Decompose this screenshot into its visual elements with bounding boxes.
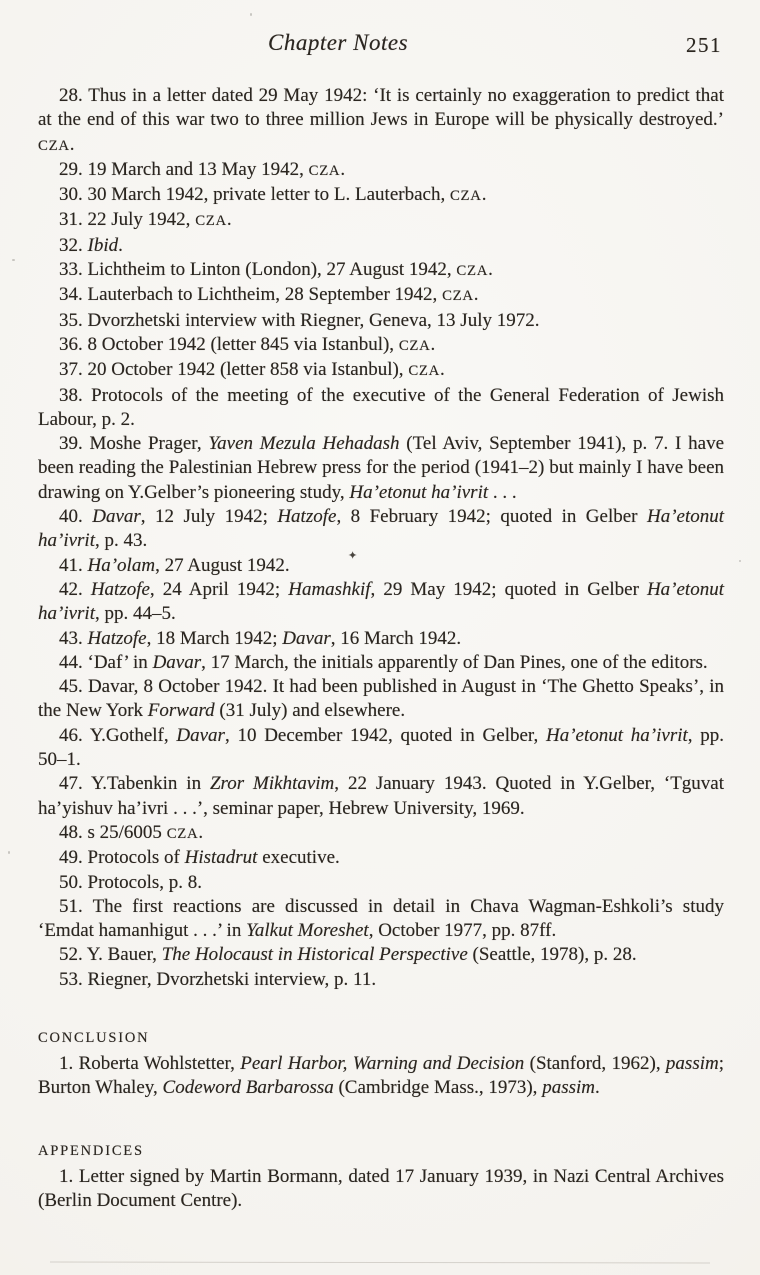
note-text: , 22 January 1943. Quoted in Y.Gelber, ‘Tguvat ha’yishuv ha’ivri . . .’, seminar paper, Hebrew University, 1969. bbox=[38, 773, 725, 819]
note-item bbox=[38, 846, 724, 870]
note-text: Y.Gothelf, bbox=[89, 724, 177, 746]
note-number: 39. bbox=[59, 433, 90, 455]
note-number: 50. bbox=[59, 871, 88, 893]
note-number: 28. bbox=[59, 85, 89, 106]
note-text: Lichtheim to Linton (London), 27 August 1942, bbox=[87, 259, 457, 281]
note-text: , 12 July 1942; bbox=[140, 506, 278, 528]
note-text: . bbox=[340, 158, 346, 180]
note-text: Davar, 8 October 1942. It had been published in August in ‘The Ghetto Speaks’, in the New York bbox=[38, 676, 724, 722]
running-title: Chapter Notes bbox=[267, 30, 409, 55]
note-text: 19 March and 13 May 1942, bbox=[87, 158, 309, 180]
note-text: . bbox=[440, 359, 445, 381]
note-text: 8 October 1942 (letter 845 via Istanbul), bbox=[87, 333, 399, 355]
note-text: Dvorzhetski interview with Riegner, Geneva, 13 July 1972. bbox=[87, 309, 540, 331]
page-header bbox=[38, 30, 724, 62]
note-item bbox=[38, 1052, 724, 1101]
note-text: , 24 April 1942; bbox=[149, 578, 289, 600]
smallcaps-abbreviation: CZA bbox=[195, 213, 227, 230]
note-item bbox=[38, 627, 724, 651]
note-item bbox=[38, 158, 724, 183]
note-text: . bbox=[488, 259, 493, 281]
note-text: Letter signed by Martin Bormann, dated 17 January 1939, in Nazi Central Archives (Berlin Document Centre). bbox=[38, 1165, 724, 1211]
note-text: , October 1977, pp. 87ff. bbox=[368, 920, 557, 942]
note-number: 29. bbox=[59, 158, 88, 180]
italic-title-text: Codeword Barbarossa bbox=[162, 1077, 334, 1099]
note-item bbox=[38, 821, 724, 846]
italic-title-text: passim bbox=[665, 1052, 719, 1074]
note-item bbox=[38, 432, 724, 505]
note-text: , pp. 50–1. bbox=[38, 724, 725, 771]
italic-title-text: Hatzofe bbox=[87, 627, 147, 649]
note-number: 49. bbox=[59, 847, 88, 869]
note-text: . bbox=[473, 284, 479, 306]
note-item bbox=[38, 578, 724, 627]
note-item bbox=[38, 283, 724, 308]
note-text: , p. 43. bbox=[95, 530, 148, 552]
note-number: 37. bbox=[59, 359, 88, 381]
italic-title-text: Yalkut Moreshet bbox=[246, 920, 369, 942]
italic-title-text: Yaven Mezula Hehadash bbox=[208, 433, 400, 455]
italic-title-text: passim bbox=[542, 1077, 595, 1099]
italic-title-text: Hamashkif bbox=[288, 578, 371, 600]
note-number: 47. bbox=[59, 773, 91, 795]
conclusion-notes-list bbox=[38, 1052, 724, 1101]
note-item bbox=[38, 554, 724, 578]
note-number: 1. bbox=[59, 1165, 79, 1187]
italic-title-text: Davar bbox=[176, 724, 225, 746]
note-number: 40. bbox=[59, 506, 93, 528]
note-number: 34. bbox=[59, 284, 88, 306]
note-number: 1. bbox=[59, 1052, 79, 1074]
appendices-heading: APPENDICES bbox=[38, 1142, 144, 1159]
note-text: Protocols, p. 8. bbox=[87, 871, 203, 893]
note-item bbox=[38, 968, 724, 992]
note-item bbox=[38, 84, 724, 158]
smallcaps-abbreviation: CZA bbox=[408, 363, 441, 380]
smallcaps-abbreviation: CZA bbox=[442, 288, 474, 305]
note-text: , 8 February 1942; quoted in Gelber bbox=[336, 506, 647, 528]
note-text: , 16 March 1942. bbox=[330, 627, 462, 649]
note-item bbox=[38, 505, 724, 554]
note-text: Protocols of the meeting of the executive of the General Federation of Jewish Labour, p. 2. bbox=[38, 384, 724, 430]
italic-title-text: Hatzofe bbox=[90, 578, 150, 600]
italic-title-text: Ha’etonut ha’ivrit bbox=[38, 506, 725, 552]
conclusion-section bbox=[38, 1030, 724, 1101]
note-text: (Tel Aviv, September 1941), p. 7. I have been reading the Palestinian Hebrew press for the period (1941–2) but mainly I have been drawing on Y.Gelber’s pioneering study, bbox=[38, 433, 724, 503]
note-number: 44. bbox=[59, 651, 88, 673]
note-text: (Seattle, 1978), p. 28. bbox=[467, 944, 637, 966]
page-number: 251 bbox=[686, 33, 722, 57]
italic-title-text: Hatzofe bbox=[277, 506, 337, 528]
note-text: . bbox=[198, 821, 204, 843]
note-text: . bbox=[430, 333, 436, 355]
smallcaps-abbreviation: CZA bbox=[38, 137, 70, 154]
note-text: Protocols of bbox=[87, 847, 185, 869]
italic-title-text: Forward bbox=[147, 700, 215, 722]
note-text: Lauterbach to Lichtheim, 28 September 1942, bbox=[87, 284, 443, 306]
chapter-notes-list bbox=[38, 84, 724, 992]
note-text: 22 July 1942, bbox=[87, 209, 196, 231]
conclusion-heading: CONCLUSION bbox=[38, 1029, 150, 1046]
note-item bbox=[38, 358, 724, 383]
italic-title-text: Ha’etonut ha’ivrit bbox=[349, 481, 489, 503]
note-number: 45. bbox=[59, 676, 88, 698]
note-text: Roberta Wohlstetter, bbox=[78, 1052, 241, 1074]
note-number: 51. bbox=[59, 895, 93, 917]
ink-blot-mark: ✦ bbox=[348, 550, 358, 562]
smallcaps-abbreviation: CZA bbox=[166, 825, 199, 842]
note-item bbox=[38, 309, 724, 333]
note-item bbox=[38, 724, 724, 773]
italic-title-text: The Holocaust in Historical Perspective bbox=[161, 944, 468, 966]
note-text: Riegner, Dvorzhetski interview, p. 11. bbox=[87, 968, 377, 990]
italic-title-text: Pearl Harbor, Warning and Decision bbox=[240, 1052, 525, 1074]
note-text: 20 October 1942 (letter 858 via Istanbul), bbox=[87, 359, 409, 381]
note-number: 52. bbox=[59, 944, 87, 966]
note-number: 38. bbox=[59, 384, 92, 406]
note-item bbox=[38, 258, 724, 283]
note-text: , 18 March 1942; bbox=[146, 627, 283, 649]
note-number: 33. bbox=[59, 259, 88, 281]
scan-speck bbox=[8, 851, 10, 854]
note-number: 41. bbox=[59, 554, 88, 576]
note-text: , 27 August 1942. bbox=[155, 554, 290, 576]
note-item bbox=[38, 183, 724, 208]
note-item bbox=[38, 675, 724, 724]
note-text: , pp. 44–5. bbox=[95, 603, 176, 625]
note-item bbox=[38, 943, 724, 967]
note-item bbox=[38, 772, 724, 821]
note-item bbox=[38, 871, 724, 895]
note-item bbox=[38, 1165, 724, 1214]
note-text: , 17 March, the initials apparently of Dan Pines, one of the editors. bbox=[201, 651, 708, 673]
note-item bbox=[38, 651, 724, 675]
note-text: . bbox=[69, 133, 75, 155]
note-text: . . . bbox=[488, 481, 517, 503]
appendices-notes-list bbox=[38, 1165, 724, 1214]
italic-title-text: Ha’etonut ha’ivrit bbox=[38, 578, 724, 625]
note-text: Thus in a letter dated 29 May 1942: ‘It is certainly no exaggeration to predict that at the end of this war two to three million Jews in Europe will be physically destroyed.’ bbox=[38, 85, 724, 131]
scan-speck bbox=[12, 259, 15, 261]
scan-artifact-line bbox=[50, 1262, 710, 1264]
note-text: Y.Tabenkin in bbox=[90, 773, 210, 795]
note-text: (Cambridge Mass., 1973), bbox=[333, 1077, 543, 1099]
note-text: . bbox=[226, 209, 232, 231]
note-text: 30 March 1942, private letter to L. Lauterbach, bbox=[87, 184, 450, 206]
note-number: 32. bbox=[59, 234, 88, 256]
note-number: 36. bbox=[59, 333, 88, 355]
smallcaps-abbreviation: CZA bbox=[308, 162, 341, 179]
note-number: 48. bbox=[59, 821, 88, 843]
smallcaps-abbreviation: CZA bbox=[456, 263, 489, 280]
note-number: 42. bbox=[59, 578, 91, 600]
italic-title-text: Ha’etonut ha’ivrit bbox=[545, 724, 688, 746]
note-text: ‘Daf’ in bbox=[87, 651, 153, 673]
smallcaps-abbreviation: CZA bbox=[449, 188, 482, 205]
note-number: 30. bbox=[59, 184, 88, 206]
note-number: 46. bbox=[59, 724, 90, 746]
note-number: 43. bbox=[59, 627, 88, 649]
italic-title-text: Zror Mikhtavim bbox=[209, 773, 335, 795]
note-item bbox=[38, 234, 724, 258]
note-text: executive. bbox=[257, 847, 340, 869]
note-text: Moshe Prager, bbox=[89, 433, 209, 455]
note-text: The first reactions are discussed in detail in Chava Wagman-Eshkoli’s study ‘Emdat hamanhigut . . .’ in bbox=[38, 895, 724, 942]
note-text: , 29 May 1942; quoted in Gelber bbox=[370, 578, 647, 600]
note-text: , 10 December 1942, quoted in Gelber, bbox=[224, 724, 546, 746]
italic-title-text: Davar bbox=[282, 627, 331, 649]
scan-speck bbox=[739, 560, 741, 562]
scan-speck bbox=[250, 13, 252, 16]
appendices-section bbox=[38, 1143, 724, 1214]
note-number: 35. bbox=[59, 309, 88, 331]
note-text: ; Burton Whaley, bbox=[38, 1052, 724, 1099]
italic-title-text: Davar bbox=[152, 651, 202, 673]
italic-title-text: Ibid bbox=[87, 234, 119, 256]
note-item bbox=[38, 208, 724, 233]
note-item bbox=[38, 333, 724, 358]
note-text: Y. Bauer, bbox=[86, 944, 162, 966]
note-item bbox=[38, 384, 724, 433]
italic-title-text: Davar bbox=[92, 506, 141, 528]
note-text: . bbox=[118, 234, 123, 256]
note-item bbox=[38, 895, 724, 944]
note-number: 53. bbox=[59, 968, 88, 990]
note-number: 31. bbox=[59, 209, 88, 231]
italic-title-text: Histadrut bbox=[184, 847, 258, 869]
note-text: (Stanford, 1962), bbox=[524, 1052, 666, 1074]
note-text: . bbox=[481, 184, 487, 206]
note-text: s 25/6005 bbox=[87, 821, 167, 843]
note-text: . bbox=[594, 1077, 600, 1099]
italic-title-text: Ha’olam bbox=[87, 554, 156, 576]
smallcaps-abbreviation: CZA bbox=[398, 337, 431, 354]
note-text: (31 July) and elsewhere. bbox=[214, 700, 406, 722]
